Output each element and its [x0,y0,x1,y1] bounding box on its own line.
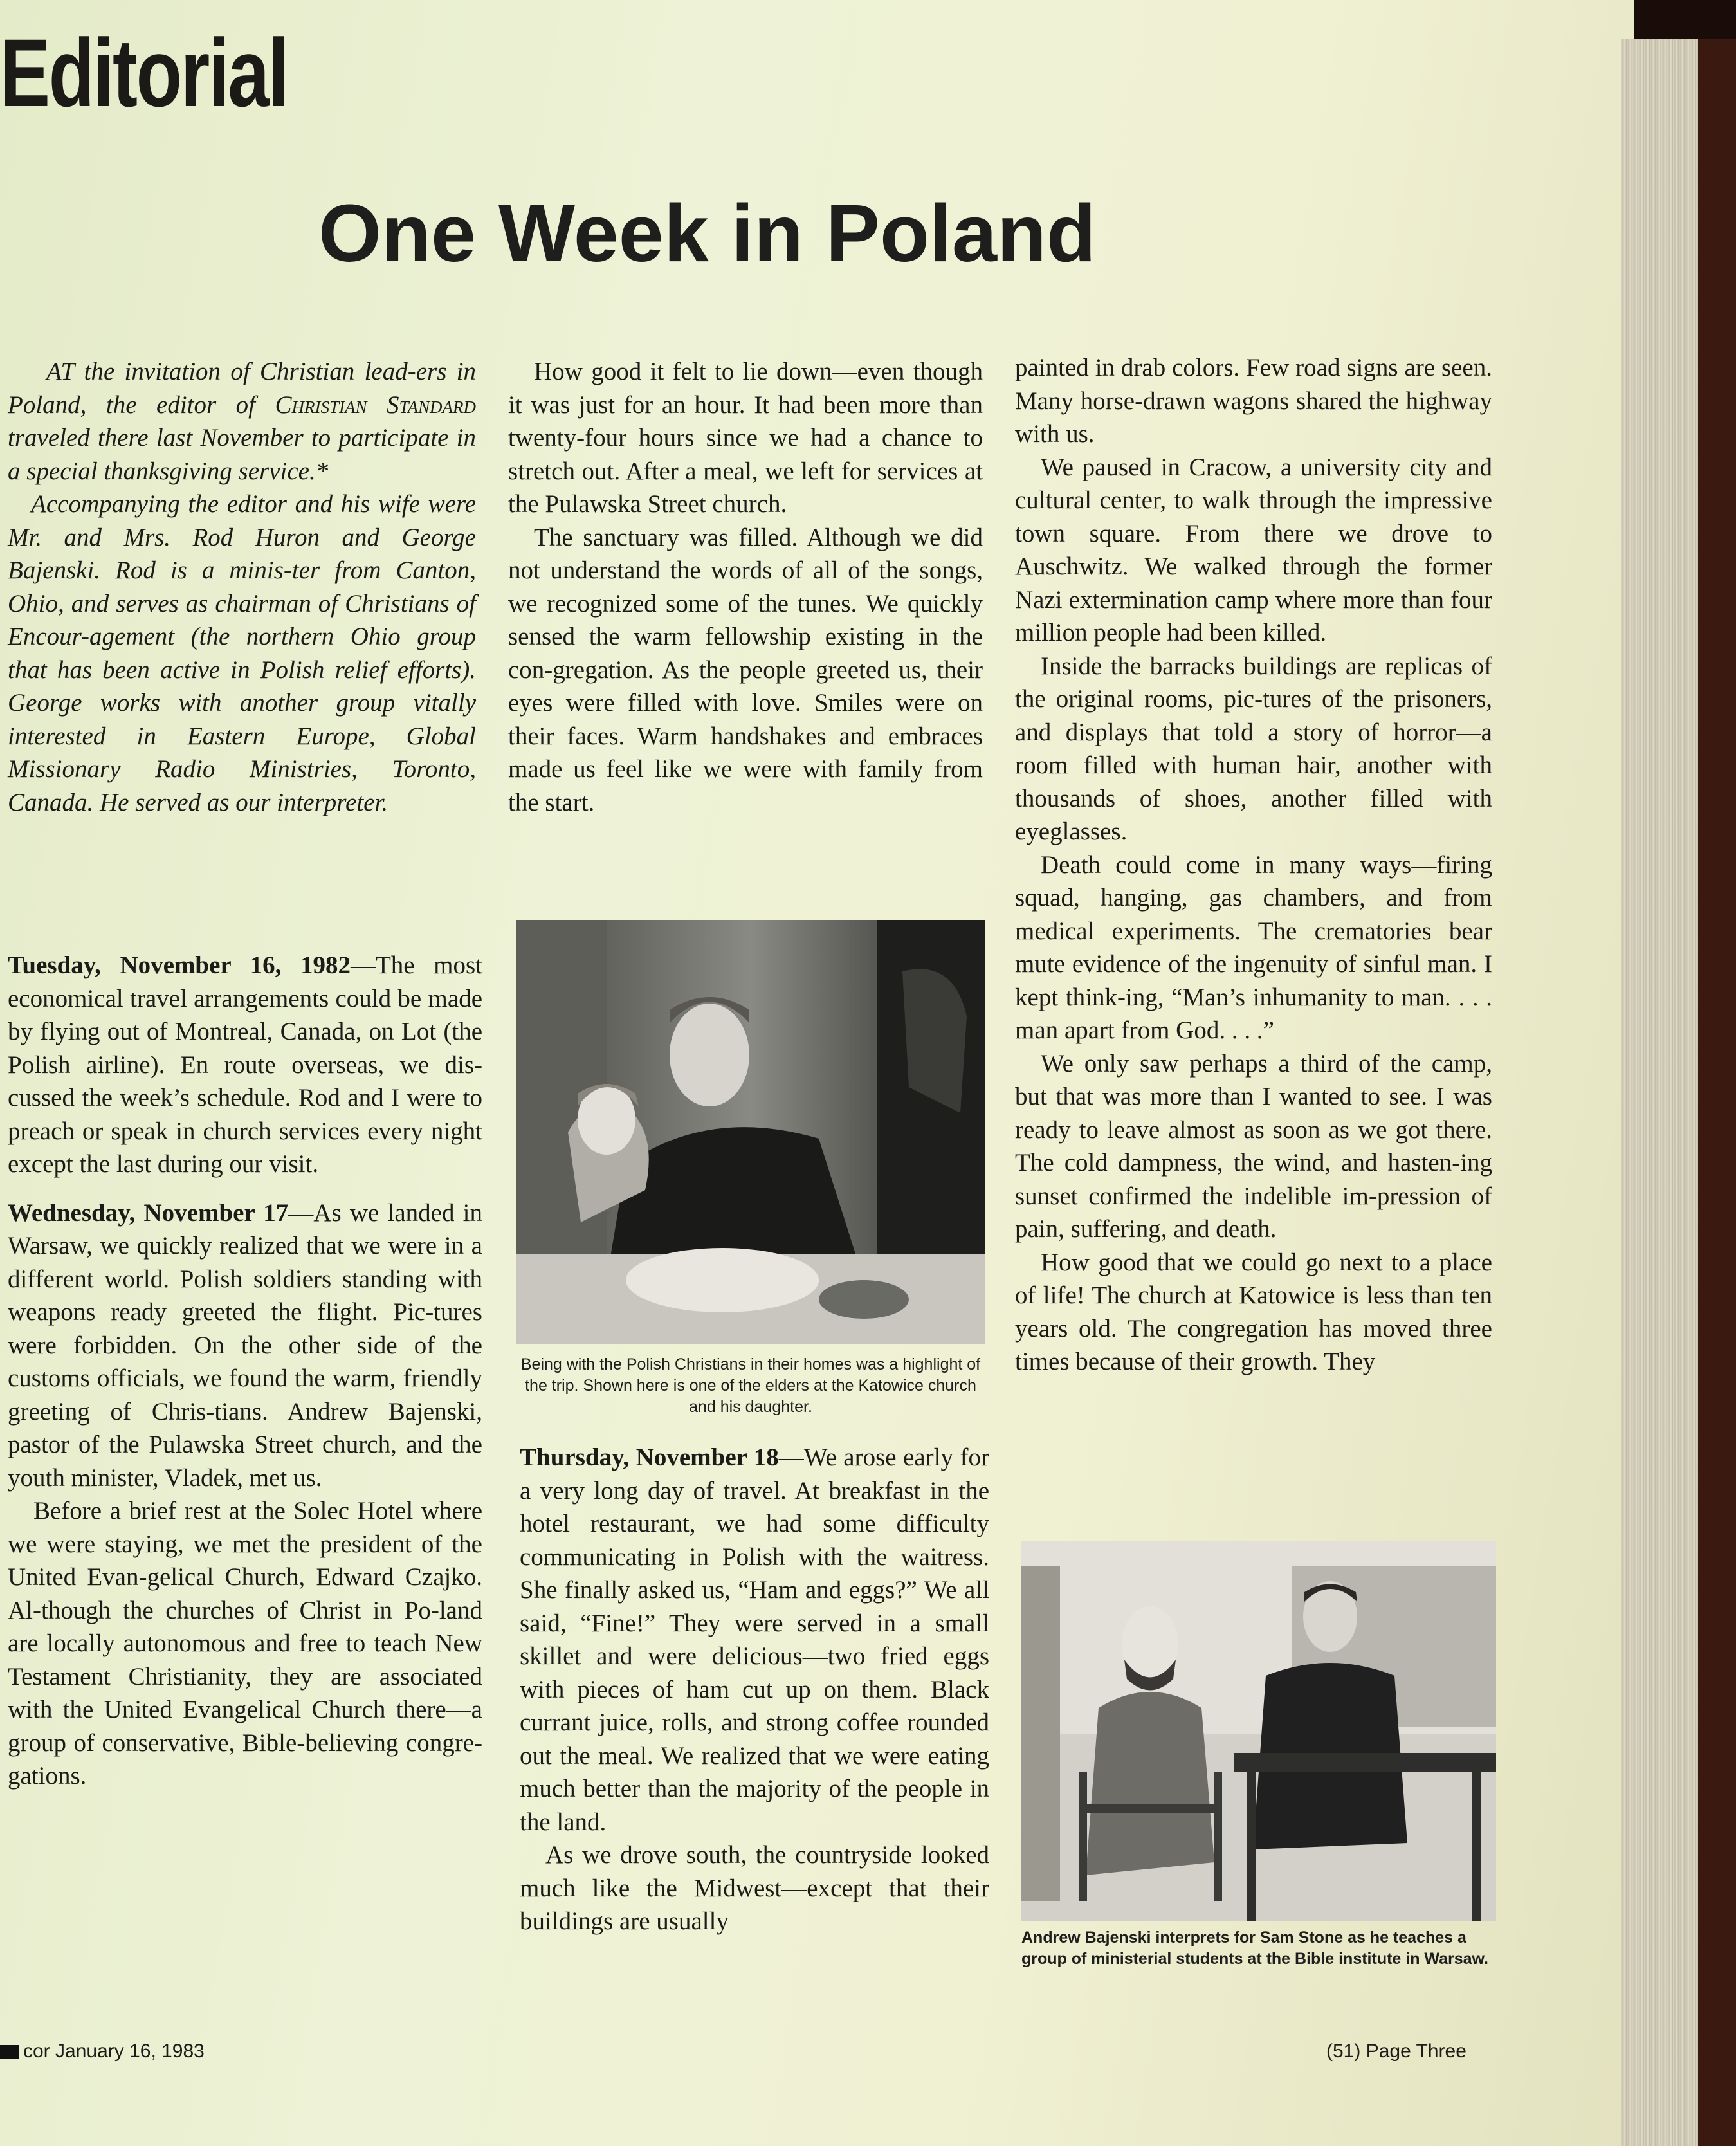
intro-italic [8,355,476,819]
column-1 [8,949,482,1793]
dated-paragraph: Wednesday, November 17—As we landed in Warsaw, we quickly realized that we were in a different world. Polish soldiers standing with weapons ready greeted the flight. Pic-tures were forbidden. On the other side of the customs officials, we found the warm, friendly greeting of Chris-tians. Andrew Bajenski, pastor of the Pulawska Street church, and the youth minister, Vladek, met us. [8,1198,482,1492]
date-heading: Wednesday, November 17 [8,1198,289,1227]
book-cover-edge [1698,0,1736,2146]
date-heading: Thursday, November 18 [520,1444,779,1471]
date-heading: Tuesday, November 16, 1982 [8,951,351,979]
page-number: (51) Page Three [1326,2041,1466,2062]
paragraph: Death could come in many ways—firing squad, hanging, gas chambers, and from medical experiments. The crematories bear mute evidence of the ingenuity of sinful man. I kept think-ing, “Man’s inhumanity to man. . . . man apart from God. . . .” [1015,850,1492,1044]
intro-paragraph: Accompanying the editor and his wife were Mr. and Mrs. Rod Huron and George Bajenski. Rod is a minis-ter from Canton, Ohio, and serves as chairman of Christians of Encour-agement (the northern Ohio group that has been active in Polish relief efforts). George works with another group vitally interested in Eastern Europe, Global Missionary Radio Ministries, Toronto, Canada. He served as our interpreter. [8,490,476,816]
photo-caption: Andrew Bajenski interprets for Sam Stone as he teaches a group of ministerial students at the Bible institute in Warsaw. [1021,1929,1489,1968]
paragraph: painted in drab colors. Few road signs are seen. Many horse-drawn wagons shared the highway with us. [1015,354,1492,448]
dated-paragraph: Thursday, November 18—We arose early for a very long day of travel. At breakfast in the hotel restaurant, we had some difficulty communicating in Polish with the waitress. She finally asked us, “Ham and eggs?” We all said, “Fine!” They were served in a small skillet and were delicious—two fried eggs with pieces of ham cut up on them. Black currant juice, rolls, and strong coffee rounded out the meal. We realized that we were eating much better than the majority of the people in the land. [520,1444,989,1836]
photo-elder-image [516,920,985,1344]
paragraph: We only saw perhaps a third of the camp, but that was more than I wanted to see. I was ready to leave almost as soon as we got there. The cold dampness, the wind, and hasten-ing sunset confirmed the indelible im-pression of pain, suffering, and death. [1015,1049,1492,1243]
photo-caption: Being with the Polish Christians in their homes was a highlight of the trip. Shown here is one of the elders at the Katowice church and his daughter. [520,1355,981,1416]
footer-bar [0,2045,19,2059]
photo-institute-image [1021,1541,1496,1921]
column-2-bottom [520,1441,989,1938]
paragraph: As we drove south, the countryside looked much like the Midwest—except that their buildings are usually [520,1841,989,1935]
intro-paragraph: AT the invitation of Christian lead-ers in Poland, the editor of Christian Standard traveled there last November to participate in a special thanksgiving service.* [8,358,476,485]
paragraph: Before a brief rest at the Solec Hotel where we were staying, we met the president of the United Evan-gelical Church, Edward Czajko. Al-though the churches of Christ in Po-land are locally autonomous and free to teach New Testament Christianity, they are associated with the United Evangelical Church there—a group of conservative, Bible-believing congre-gations. [8,1497,482,1790]
paragraph: We paused in Cracow, a university city and cultural center, to walk through the impressive town square. From there we drove to Auschwitz. We walked through the former Nazi extermination camp where more than four million people had been killed. [1015,453,1492,647]
paragraph: Inside the barracks buildings are replicas of the original rooms, pic-tures of the prisoners, and displays that told a story of horror—a room filled with human hair, another with thousands of shoes, another filled with eyeglasses. [1015,652,1492,845]
column-2-top [508,355,983,819]
book-corner [1634,0,1736,39]
photo-bible-institute [1021,1541,1496,1921]
section-label: Editorial [0,19,288,127]
column-3-top [1015,351,1492,1379]
footer-date: cor January 16, 1983 [0,2041,205,2062]
paragraph: The sanctuary was filled. Although we did not understand the words of all of the songs, we recognized some of the tunes. We quickly sensed the warm fellowship existing in the con-gregation. As the people greeted us, their eyes were filled with love. Smiles were on their faces. Warm handshakes and embraces made us feel like we were with family from the start. [508,523,983,816]
paragraph: How good that we could go next to a place of life! The church at Katowice is less than ten years old. The congregation has moved three times because of their growth. They [1015,1248,1492,1375]
paragraph: How good it felt to lie down—even though it was just for an hour. It had been more than twenty-four hours since we had a chance to stretch out. After a meal, we left for services at the Pulawska Street church. [508,358,983,518]
dated-paragraph: Tuesday, November 16, 1982—The most economical travel arrangements could be made by flying out of Montreal, Canada, on Lot (the Polish airline). En route overseas, we dis-cussed the week’s schedule. Rod and I were to preach or speak in church services every night except the last during our visit. [8,951,483,1178]
book-page-edges [1621,39,1711,2146]
headline: One Week in Poland [318,188,1096,279]
photo-elder-and-daughter [516,920,985,1344]
